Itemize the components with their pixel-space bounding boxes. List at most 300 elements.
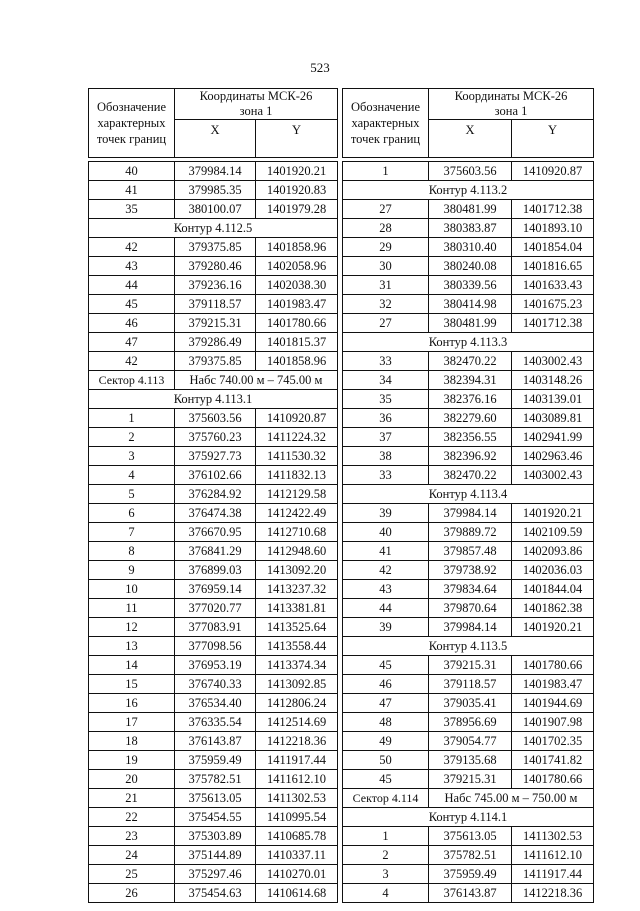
contour-section-row (343, 181, 594, 200)
x-coordinate-cell: 375760.23 (175, 428, 256, 447)
point-number-cell: 42 (89, 238, 175, 257)
table-row (89, 675, 338, 694)
point-number-cell: 47 (89, 333, 175, 352)
point-number-cell: 36 (343, 409, 429, 428)
x-coordinate-cell: 376335.54 (175, 713, 256, 732)
sector-height-range: Набс 740.00 м – 745.00 м (175, 371, 338, 390)
contour-title: Контур 4.112.5 (89, 219, 338, 238)
point-number-cell: 43 (343, 580, 429, 599)
y-coordinate-cell: 1402963.46 (512, 447, 594, 466)
x-coordinate-cell: 376534.40 (175, 694, 256, 713)
x-coordinate-cell: 379984.14 (429, 618, 512, 637)
contour-section-row (343, 808, 594, 827)
table-row (89, 504, 338, 523)
point-number-cell: 42 (89, 352, 175, 371)
y-coordinate-cell: 1401920.21 (512, 618, 594, 637)
y-coordinate-cell: 1410614.68 (256, 884, 338, 903)
point-number-cell: 21 (89, 789, 175, 808)
x-coordinate-cell: 380310.40 (429, 238, 512, 257)
point-number-cell: 37 (343, 428, 429, 447)
table-row (89, 542, 338, 561)
x-coordinate-cell: 375959.49 (175, 751, 256, 770)
y-coordinate-cell: 1412514.69 (256, 713, 338, 732)
y-coordinate-cell: 1402058.96 (256, 257, 338, 276)
page-number: 523 (310, 60, 330, 75)
x-coordinate-cell: 376474.38 (175, 504, 256, 523)
sector-label: Сектор 4.114 (343, 789, 429, 808)
table-row (89, 352, 338, 371)
y-coordinate-cell: 1413525.64 (256, 618, 338, 637)
point-number-cell: 43 (89, 257, 175, 276)
x-coordinate-cell: 382394.31 (429, 371, 512, 390)
y-coordinate-cell: 1401983.47 (512, 675, 594, 694)
point-number-cell: 48 (343, 713, 429, 732)
x-coordinate-cell: 382396.92 (429, 447, 512, 466)
y-coordinate-cell: 1410685.78 (256, 827, 338, 846)
point-number-cell: 7 (89, 523, 175, 542)
x-coordinate-cell: 382376.16 (429, 390, 512, 409)
x-coordinate-cell: 379286.49 (175, 333, 256, 352)
y-coordinate-cell: 1401854.04 (512, 238, 594, 257)
x-coordinate-cell: 375454.63 (175, 884, 256, 903)
table-row (343, 580, 594, 599)
table-row (89, 770, 338, 789)
x-coordinate-cell: 379870.64 (429, 599, 512, 618)
table-row (89, 865, 338, 884)
y-coordinate-cell: 1403002.43 (512, 466, 594, 485)
point-number-cell: 3 (343, 865, 429, 884)
y-coordinate-cell: 1402109.59 (512, 523, 594, 542)
point-number-cell: 33 (343, 352, 429, 371)
y-coordinate-cell: 1411612.10 (512, 846, 594, 865)
y-coordinate-cell: 1412422.49 (256, 504, 338, 523)
table-row (343, 447, 594, 466)
table-row (343, 770, 594, 789)
table-row (89, 257, 338, 276)
y-coordinate-cell: 1411832.13 (256, 466, 338, 485)
y-coordinate-cell: 1401815.37 (256, 333, 338, 352)
x-coordinate-cell: 379215.31 (429, 656, 512, 675)
point-number-cell: 12 (89, 618, 175, 637)
point-number-cell: 3 (89, 447, 175, 466)
x-coordinate-cell: 375782.51 (429, 846, 512, 865)
coordinates-table-right (342, 88, 594, 903)
y-coordinate-cell: 1411917.44 (512, 865, 594, 884)
y-coordinate-cell: 1401979.28 (256, 200, 338, 219)
y-coordinate-cell: 1403139.01 (512, 390, 594, 409)
point-number-cell: 18 (89, 732, 175, 751)
table-row (343, 618, 594, 637)
table-row (343, 257, 594, 276)
x-coordinate-cell: 376740.33 (175, 675, 256, 694)
table-row (343, 371, 594, 390)
y-coordinate-cell: 1401920.21 (512, 504, 594, 523)
y-coordinate-cell: 1401920.21 (256, 162, 338, 181)
table-row (343, 675, 594, 694)
table-row (89, 485, 338, 504)
x-coordinate-cell: 375927.73 (175, 447, 256, 466)
point-number-cell: 4 (343, 884, 429, 903)
table-row (89, 846, 338, 865)
y-coordinate-cell: 1413092.85 (256, 675, 338, 694)
y-coordinate-cell: 1403148.26 (512, 371, 594, 390)
point-number-cell: 46 (89, 314, 175, 333)
table-row (343, 751, 594, 770)
y-coordinate-cell: 1401816.65 (512, 257, 594, 276)
y-coordinate-cell: 1411612.10 (256, 770, 338, 789)
table-row (89, 409, 338, 428)
x-coordinate-cell: 379118.57 (175, 295, 256, 314)
y-coordinate-cell: 1401780.66 (512, 770, 594, 789)
contour-title: Контур 4.113.5 (343, 637, 594, 656)
table-row (89, 238, 338, 257)
table-row (89, 656, 338, 675)
x-coordinate-cell: 380100.07 (175, 200, 256, 219)
x-coordinate-cell: 379889.72 (429, 523, 512, 542)
x-coordinate-cell: 379215.31 (175, 314, 256, 333)
table-row (343, 561, 594, 580)
table-row (343, 865, 594, 884)
y-coordinate-cell: 1401907.98 (512, 713, 594, 732)
y-coordinate-cell: 1402941.99 (512, 428, 594, 447)
x-coordinate-cell: 377020.77 (175, 599, 256, 618)
y-coordinate-cell: 1401858.96 (256, 238, 338, 257)
table-row (343, 390, 594, 409)
point-number-cell: 44 (89, 276, 175, 295)
x-coordinate-cell: 380240.08 (429, 257, 512, 276)
y-coordinate-cell: 1413374.34 (256, 656, 338, 675)
table-row (343, 827, 594, 846)
table-row (89, 637, 338, 656)
point-number-cell: 27 (343, 200, 429, 219)
point-number-cell: 5 (89, 485, 175, 504)
y-coordinate-cell: 1401858.96 (256, 352, 338, 371)
x-coordinate-cell: 376841.29 (175, 542, 256, 561)
point-number-cell: 31 (343, 276, 429, 295)
point-number-cell: 44 (343, 599, 429, 618)
contour-title: Контур 4.113.1 (89, 390, 338, 409)
x-column-header: X (429, 120, 512, 158)
table-row (343, 523, 594, 542)
y-coordinate-cell: 1411224.32 (256, 428, 338, 447)
y-coordinate-cell: 1401780.66 (256, 314, 338, 333)
x-coordinate-cell: 379118.57 (429, 675, 512, 694)
contour-section-row (89, 390, 338, 409)
table-row (343, 884, 594, 903)
x-coordinate-cell: 375297.46 (175, 865, 256, 884)
point-number-cell: 24 (89, 846, 175, 865)
x-coordinate-cell: 376899.03 (175, 561, 256, 580)
y-coordinate-cell: 1413237.32 (256, 580, 338, 599)
y-coordinate-cell: 1412710.68 (256, 523, 338, 542)
y-coordinate-cell: 1410920.87 (256, 409, 338, 428)
y-coordinate-cell: 1401944.69 (512, 694, 594, 713)
sector-row (343, 789, 594, 808)
sector-label: Сектор 4.113 (89, 371, 175, 390)
y-coordinate-cell: 1401983.47 (256, 295, 338, 314)
y-coordinate-cell: 1401633.43 (512, 276, 594, 295)
y-coordinate-cell: 1402038.30 (256, 276, 338, 295)
point-number-cell: 42 (343, 561, 429, 580)
point-number-cell: 41 (343, 542, 429, 561)
point-number-cell: 49 (343, 732, 429, 751)
x-coordinate-cell: 379984.14 (429, 504, 512, 523)
x-coordinate-cell: 380414.98 (429, 295, 512, 314)
x-coordinate-cell: 375603.56 (429, 162, 512, 181)
y-coordinate-cell: 1402036.03 (512, 561, 594, 580)
point-number-cell: 14 (89, 656, 175, 675)
table-row (343, 428, 594, 447)
point-number-cell: 30 (343, 257, 429, 276)
y-coordinate-cell: 1403089.81 (512, 409, 594, 428)
table-row (89, 295, 338, 314)
coordinate-system-header: Координаты МСК-26 зона 1 (175, 89, 338, 120)
x-coordinate-cell: 382279.60 (429, 409, 512, 428)
y-coordinate-cell: 1401675.23 (512, 295, 594, 314)
coordinates-table-left (88, 88, 338, 903)
table-row (89, 561, 338, 580)
sector-height-range: Набс 745.00 м – 750.00 м (429, 789, 594, 808)
y-coordinate-cell: 1401741.82 (512, 751, 594, 770)
x-coordinate-cell: 376953.19 (175, 656, 256, 675)
x-coordinate-cell: 379375.85 (175, 352, 256, 371)
point-number-cell: 45 (343, 770, 429, 789)
table-row (343, 599, 594, 618)
x-coordinate-cell: 377083.91 (175, 618, 256, 637)
table-row (89, 713, 338, 732)
table-row (343, 162, 594, 181)
point-number-cell: 2 (343, 846, 429, 865)
point-number-cell: 40 (343, 523, 429, 542)
x-coordinate-cell: 382356.55 (429, 428, 512, 447)
point-number-cell: 13 (89, 637, 175, 656)
table-row (89, 789, 338, 808)
y-coordinate-cell: 1412218.36 (256, 732, 338, 751)
point-number-cell: 40 (89, 162, 175, 181)
table-row (89, 523, 338, 542)
y-coordinate-cell: 1412129.58 (256, 485, 338, 504)
table-row (343, 656, 594, 675)
contour-section-row (343, 485, 594, 504)
y-coordinate-cell: 1401780.66 (512, 656, 594, 675)
x-coordinate-cell: 379857.48 (429, 542, 512, 561)
y-coordinate-cell: 1401712.38 (512, 200, 594, 219)
table-row (89, 314, 338, 333)
table-row (343, 295, 594, 314)
y-coordinate-cell: 1401862.38 (512, 599, 594, 618)
point-number-cell: 35 (89, 200, 175, 219)
coordinate-system-header: Координаты МСК-26 зона 1 (429, 89, 594, 120)
x-coordinate-cell: 380481.99 (429, 200, 512, 219)
y-coordinate-cell: 1403002.43 (512, 352, 594, 371)
table-row (89, 694, 338, 713)
point-number-cell: 29 (343, 238, 429, 257)
x-coordinate-cell: 379280.46 (175, 257, 256, 276)
y-coordinate-cell: 1410920.87 (512, 162, 594, 181)
point-number-cell: 1 (343, 827, 429, 846)
table-row (343, 542, 594, 561)
point-number-cell: 33 (343, 466, 429, 485)
x-coordinate-cell: 379054.77 (429, 732, 512, 751)
x-coordinate-cell: 375959.49 (429, 865, 512, 884)
point-number-cell: 20 (89, 770, 175, 789)
x-coordinate-cell: 380481.99 (429, 314, 512, 333)
point-number-cell: 1 (89, 409, 175, 428)
y-coordinate-cell: 1401920.83 (256, 181, 338, 200)
table-row (89, 162, 338, 181)
x-coordinate-cell: 379984.14 (175, 162, 256, 181)
y-column-header: Y (512, 120, 594, 158)
x-coordinate-cell: 380383.87 (429, 219, 512, 238)
x-coordinate-cell: 378956.69 (429, 713, 512, 732)
contour-section-row (343, 333, 594, 352)
point-number-cell: 1 (343, 162, 429, 181)
point-number-cell: 32 (343, 295, 429, 314)
y-column-header: Y (256, 120, 338, 158)
contour-section-row (343, 637, 594, 656)
table-row (89, 276, 338, 295)
table-row (89, 333, 338, 352)
y-coordinate-cell: 1413558.44 (256, 637, 338, 656)
table-row (89, 580, 338, 599)
x-coordinate-cell: 377098.56 (175, 637, 256, 656)
point-number-cell: 39 (343, 504, 429, 523)
point-number-cell: 10 (89, 580, 175, 599)
y-coordinate-cell: 1411917.44 (256, 751, 338, 770)
point-number-cell: 50 (343, 751, 429, 770)
point-column-header: Обозначение характерных точек границ (343, 89, 429, 158)
point-number-cell: 25 (89, 865, 175, 884)
point-number-cell: 22 (89, 808, 175, 827)
x-coordinate-cell: 379215.31 (429, 770, 512, 789)
y-coordinate-cell: 1410270.01 (256, 865, 338, 884)
x-coordinate-cell: 375603.56 (175, 409, 256, 428)
point-number-cell: 39 (343, 618, 429, 637)
point-column-header: Обозначение характерных точек границ (89, 89, 175, 158)
x-column-header: X (175, 120, 256, 158)
table-row (343, 713, 594, 732)
point-number-cell: 17 (89, 713, 175, 732)
point-number-cell: 26 (89, 884, 175, 903)
y-coordinate-cell: 1413381.81 (256, 599, 338, 618)
table-row (343, 314, 594, 333)
table-row (89, 447, 338, 466)
x-coordinate-cell: 380339.56 (429, 276, 512, 295)
y-coordinate-cell: 1401712.38 (512, 314, 594, 333)
point-number-cell: 19 (89, 751, 175, 770)
y-coordinate-cell: 1411302.53 (512, 827, 594, 846)
table-row (89, 466, 338, 485)
y-coordinate-cell: 1410995.54 (256, 808, 338, 827)
point-number-cell: 47 (343, 694, 429, 713)
table-row (343, 846, 594, 865)
x-coordinate-cell: 379236.16 (175, 276, 256, 295)
point-number-cell: 41 (89, 181, 175, 200)
y-coordinate-cell: 1402093.86 (512, 542, 594, 561)
table-row (89, 808, 338, 827)
sector-row (89, 371, 338, 390)
point-number-cell: 11 (89, 599, 175, 618)
table-row (89, 732, 338, 751)
x-coordinate-cell: 376959.14 (175, 580, 256, 599)
x-coordinate-cell: 379035.41 (429, 694, 512, 713)
point-number-cell: 38 (343, 447, 429, 466)
x-coordinate-cell: 375613.05 (175, 789, 256, 808)
point-number-cell: 35 (343, 390, 429, 409)
table-row (343, 200, 594, 219)
table-row (343, 238, 594, 257)
y-coordinate-cell: 1401702.35 (512, 732, 594, 751)
y-coordinate-cell: 1411530.32 (256, 447, 338, 466)
x-coordinate-cell: 375144.89 (175, 846, 256, 865)
table-row (89, 181, 338, 200)
x-coordinate-cell: 382470.22 (429, 466, 512, 485)
table-row (343, 219, 594, 238)
x-coordinate-cell: 379738.92 (429, 561, 512, 580)
y-coordinate-cell: 1411302.53 (256, 789, 338, 808)
table-row (343, 504, 594, 523)
y-coordinate-cell: 1412806.24 (256, 694, 338, 713)
y-coordinate-cell: 1410337.11 (256, 846, 338, 865)
table-row (89, 599, 338, 618)
y-coordinate-cell: 1412948.60 (256, 542, 338, 561)
x-coordinate-cell: 375782.51 (175, 770, 256, 789)
x-coordinate-cell: 376143.87 (429, 884, 512, 903)
y-coordinate-cell: 1413092.20 (256, 561, 338, 580)
table-row (343, 732, 594, 751)
table-row (89, 751, 338, 770)
table-row (89, 827, 338, 846)
x-coordinate-cell: 376284.92 (175, 485, 256, 504)
x-coordinate-cell: 376143.87 (175, 732, 256, 751)
point-number-cell: 28 (343, 219, 429, 238)
x-coordinate-cell: 376670.95 (175, 523, 256, 542)
table-row (343, 694, 594, 713)
contour-section-row (89, 219, 338, 238)
y-coordinate-cell: 1412218.36 (512, 884, 594, 903)
table-row (89, 200, 338, 219)
point-number-cell: 46 (343, 675, 429, 694)
point-number-cell: 6 (89, 504, 175, 523)
table-row (343, 352, 594, 371)
point-number-cell: 45 (343, 656, 429, 675)
point-number-cell: 2 (89, 428, 175, 447)
point-number-cell: 27 (343, 314, 429, 333)
point-number-cell: 9 (89, 561, 175, 580)
point-number-cell: 16 (89, 694, 175, 713)
point-number-cell: 15 (89, 675, 175, 694)
x-coordinate-cell: 382470.22 (429, 352, 512, 371)
x-coordinate-cell: 375613.05 (429, 827, 512, 846)
point-number-cell: 8 (89, 542, 175, 561)
x-coordinate-cell: 379834.64 (429, 580, 512, 599)
x-coordinate-cell: 375454.55 (175, 808, 256, 827)
table-row (343, 466, 594, 485)
contour-title: Контур 4.114.1 (343, 808, 594, 827)
contour-title: Контур 4.113.3 (343, 333, 594, 352)
y-coordinate-cell: 1401844.04 (512, 580, 594, 599)
y-coordinate-cell: 1401893.10 (512, 219, 594, 238)
table-row (343, 409, 594, 428)
x-coordinate-cell: 376102.66 (175, 466, 256, 485)
x-coordinate-cell: 379135.68 (429, 751, 512, 770)
table-row (89, 618, 338, 637)
x-coordinate-cell: 379985.35 (175, 181, 256, 200)
point-number-cell: 4 (89, 466, 175, 485)
contour-title: Контур 4.113.4 (343, 485, 594, 504)
table-row (89, 884, 338, 903)
point-number-cell: 23 (89, 827, 175, 846)
